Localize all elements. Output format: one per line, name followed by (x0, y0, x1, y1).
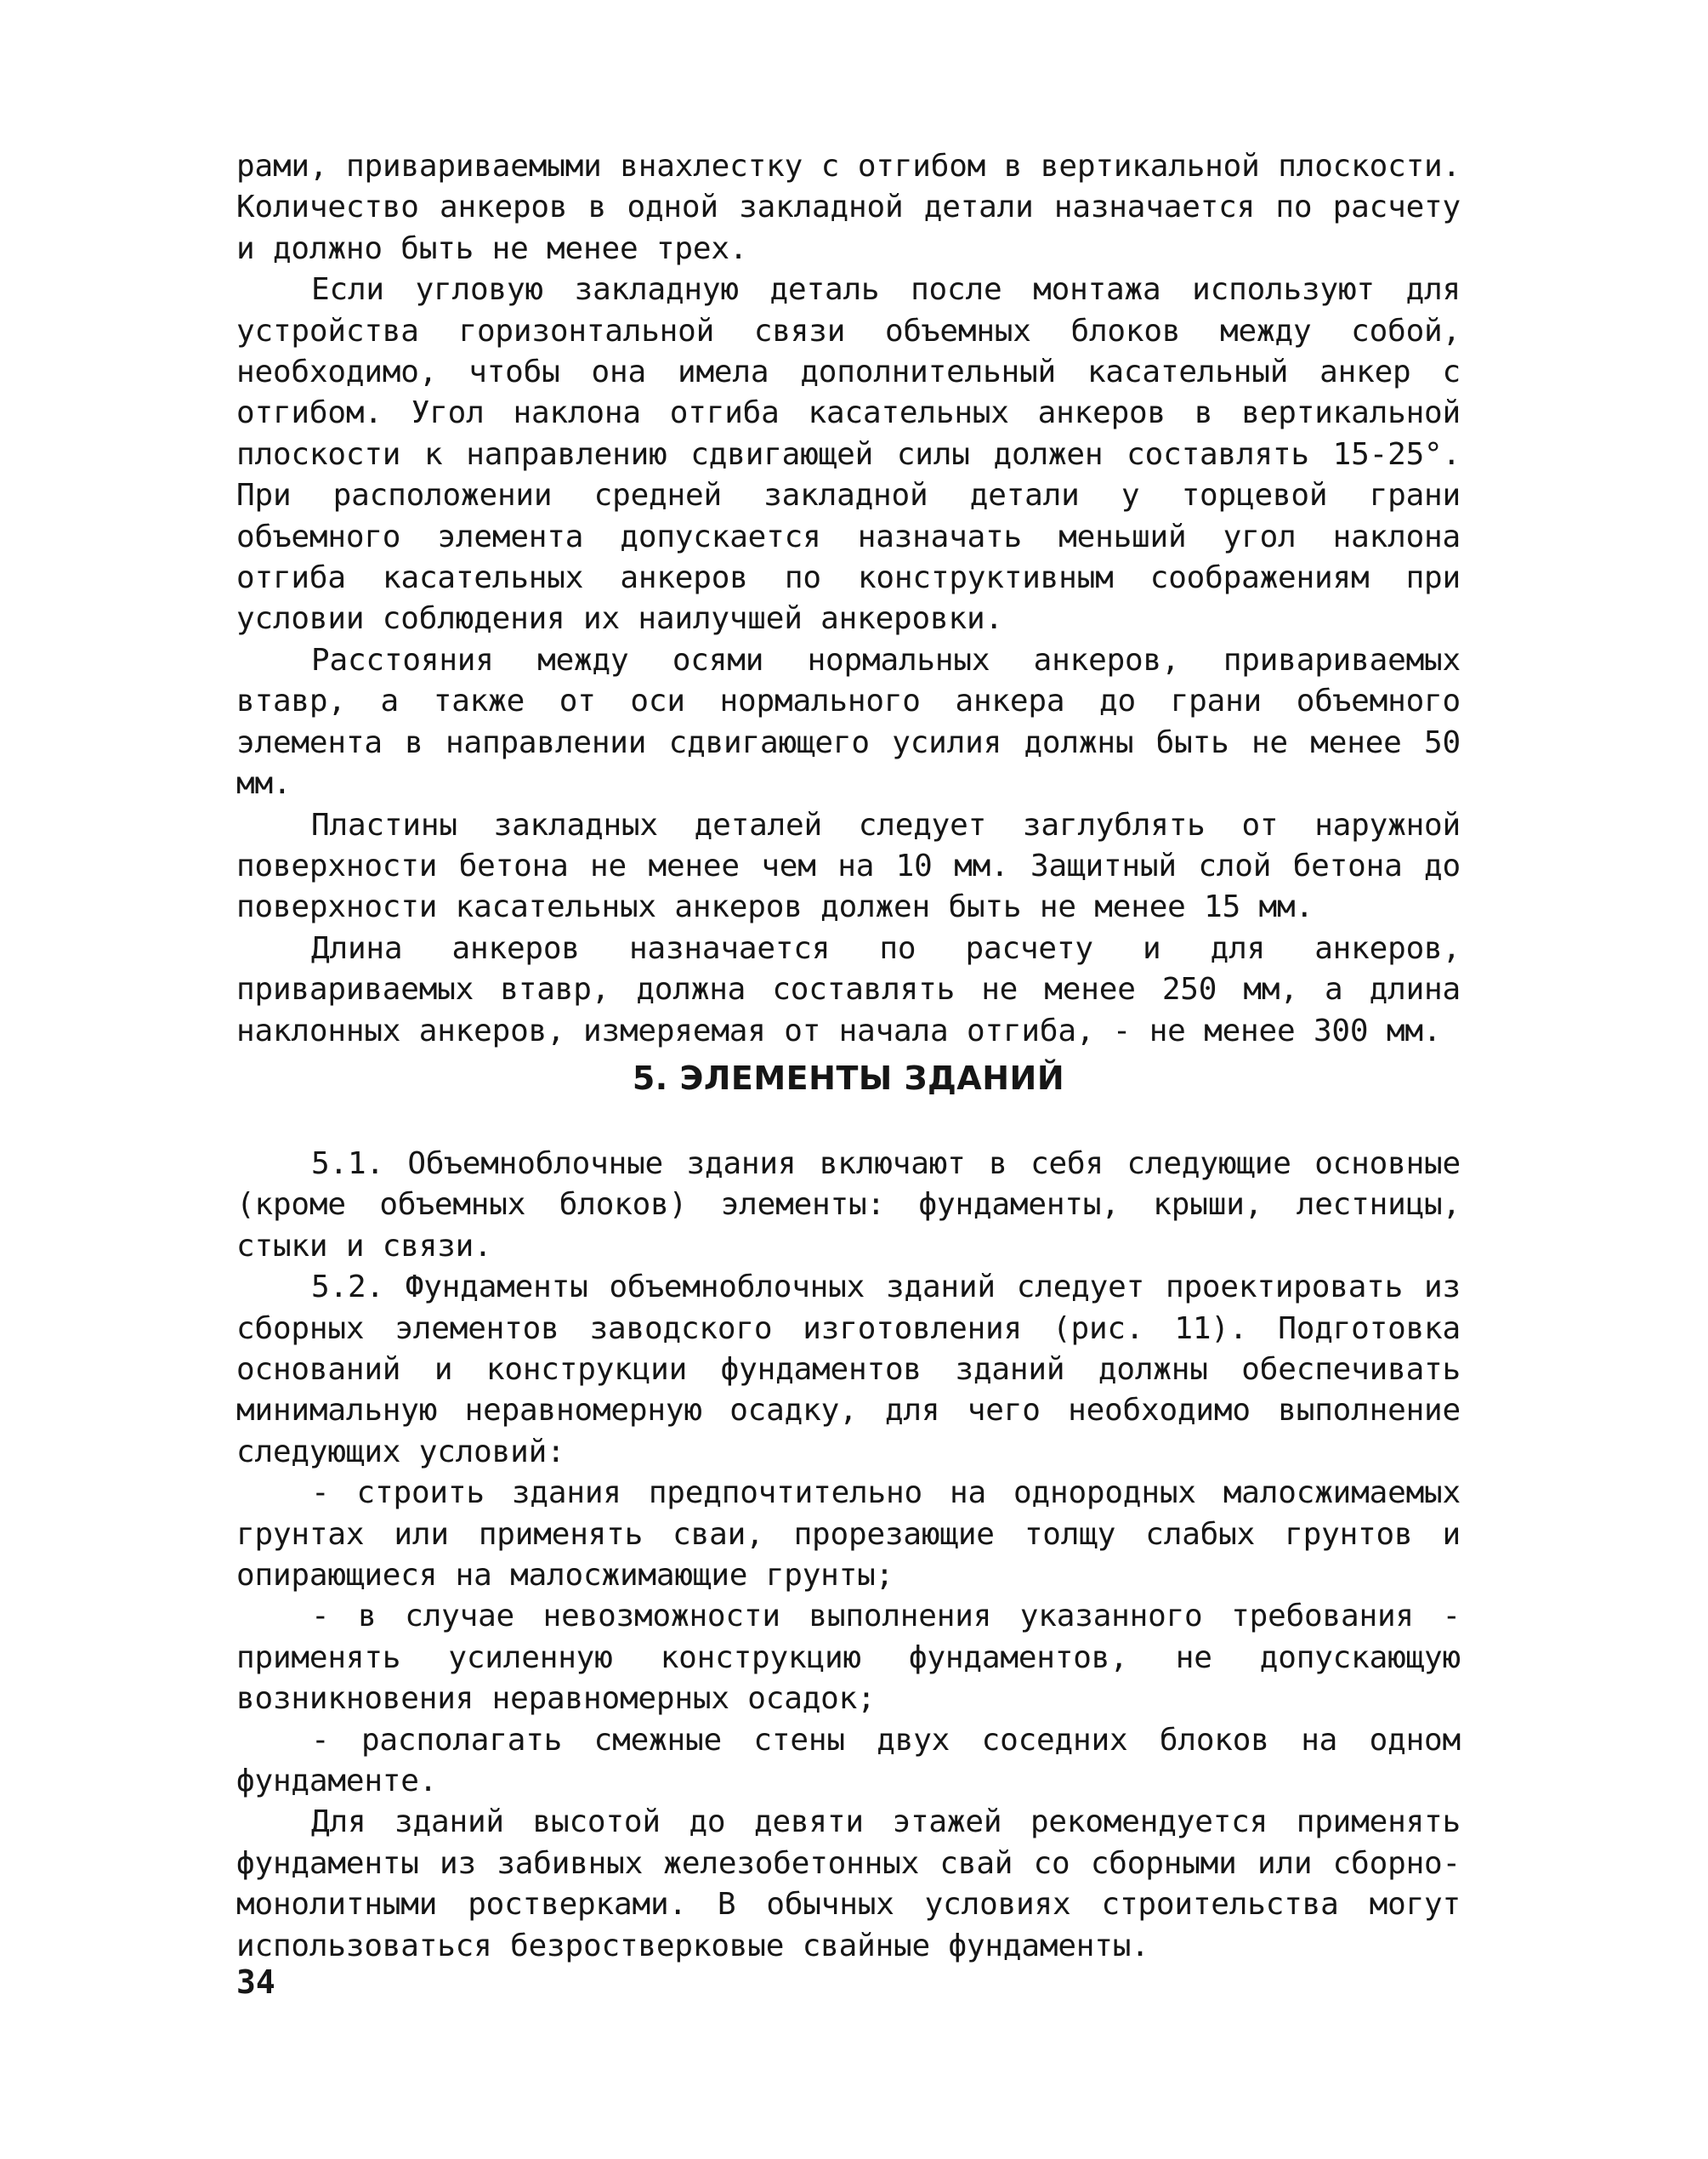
section-heading: 5. ЭЛЕМЕНТЫ ЗДАНИЙ (632, 1059, 1065, 1097)
paragraph-anchor-spacing: Расстояния между осями нормальных анкеров, привариваемых втавр, а также от оси нормального анкера до грани объемного элемента в направлении сдвигающего усилия должны быть не менее 50 мм. (236, 642, 1461, 802)
paragraph-plate-depth: Пластины закладных деталей следует заглублять от наружной поверхности бетона не менее чем на 10 мм. Защитный слой бетона до поверхности касательных анкеров должен быть не менее 15 мм. (236, 807, 1461, 925)
paragraph-anchors-continuation: рами, привариваемыми внахлестку с отгибом в вертикальной плоскости. Количество анкеров в одной закладной детали назначается по расчету и должно быть не менее трех. (236, 149, 1461, 266)
page-number: 34 (236, 1963, 275, 2001)
list-item: - располагать смежные стены двух соседних блоков на одном фундаменте. (236, 1722, 1461, 1799)
paragraph-corner-embedded-part: Если угловую закладную деталь после монтажа используют для устройства горизонтальной связи объемных блоков между собой, необходимо, чтобы она имела дополнительный касательный анкер с отгибом. Угол наклона отгиба касательных анкеров в вертикальной плоскости к направлению сдвигающей силы должен составлять 15-25°. При расположении средней закладной детали у торцевой грани объемного элемента допускается назначать меньший угол наклона отгиба касательных анкеров по конструктивным соображениям при условии соблюдения их наилучшей анкеровки. (236, 272, 1461, 637)
document-page (236, 146, 1461, 2128)
paragraph-5-2: 5.2. Фундаменты объемноблочных зданий следует проектировать из сборных элементов заводского изготовления (рис. 11). Подготовка оснований и конструкции фундаментов зданий должны обеспечивать минимальную неравномерную осадку, для чего необходимо выполнение следующих условий: (236, 1270, 1461, 1469)
paragraph-pile-foundations: Для зданий высотой до девяти этажей рекомендуется применять фундаменты из забивных железобетонных свай со сборными или сборно-монолитными ростверками. В обычных условиях строительства могут использоваться безростверковые свайные фундаменты. (236, 1804, 1461, 1963)
paragraph-anchor-length: Длина анкеров назначается по расчету и для анкеров, привариваемых втавр, должна составлять не менее 250 мм, а длина наклонных анкеров, измеряемая от начала отгиба, - не менее 300 мм. (236, 930, 1461, 1048)
list-item: - в случае невозможности выполнения указанного требования - применять усиленную конструкцию фундаментов, не допускающую возникновения неравномерных осадок; (236, 1599, 1461, 1717)
list-item: - строить здания предпочтительно на однородных малосжимаемых грунтах или применять сваи, прорезающие толщу слабых грунтов и опирающиеся на малосжимающие грунты; (236, 1475, 1461, 1593)
paragraph-5-1: 5.1. Объемноблочные здания включают в себя следующие основные (кроме объемных блоков) элементы: фундаменты, крыши, лестницы, стыки и связи. (236, 1145, 1461, 1264)
